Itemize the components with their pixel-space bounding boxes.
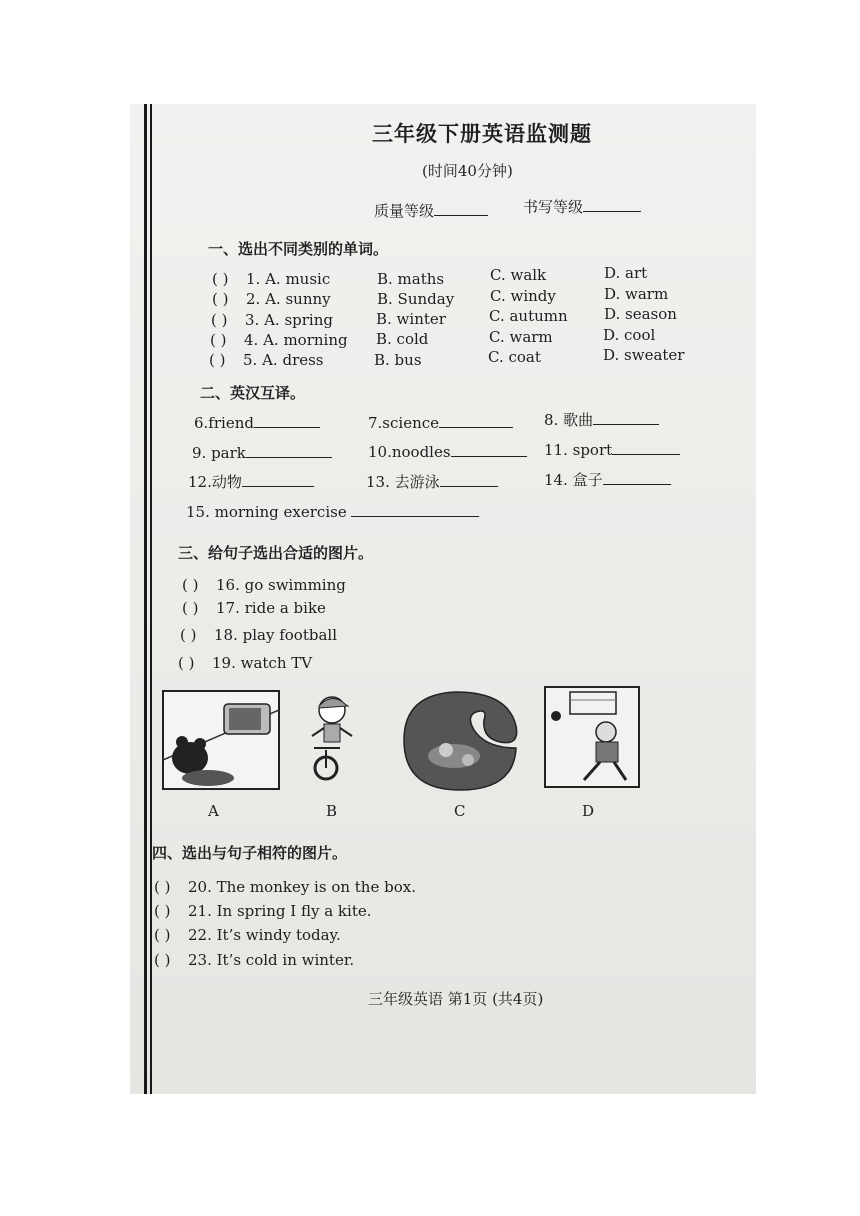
quality-grade-label: 质量等级 — [374, 202, 435, 220]
option-b: B. maths — [377, 270, 445, 288]
answer-paren[interactable]: ( ) — [212, 270, 229, 288]
answer-blank[interactable] — [246, 443, 332, 458]
time-note: (时间40分钟) — [422, 162, 513, 180]
answer-paren[interactable]: ( ) — [211, 311, 228, 329]
translation-item: 15. morning exercise — [186, 502, 479, 521]
option-c: C. windy — [490, 287, 556, 305]
question-row: ( ) 4. A. morning — [210, 331, 348, 349]
picture-d-play-football — [544, 686, 640, 788]
answer-blank[interactable] — [439, 413, 513, 428]
quality-grade-blank[interactable] — [434, 201, 488, 216]
translation-item: 10.noodles — [368, 442, 527, 461]
option-d: D. cool — [603, 326, 656, 344]
translation-item: 11. sport — [544, 440, 680, 459]
writing-grade — [523, 196, 641, 217]
answer-blank[interactable] — [451, 442, 527, 457]
option-d: D. season — [604, 305, 677, 323]
picture-label: C — [454, 802, 466, 820]
question-row: ( ) 5. A. dress — [209, 351, 324, 369]
question-row: ( ) 3. A. spring — [211, 311, 333, 329]
option-d: D. sweater — [603, 346, 685, 364]
option-c: C. autumn — [489, 307, 568, 325]
page-title: 三年级下册英语监测题 — [372, 121, 592, 146]
option-d: D. warm — [604, 285, 669, 303]
answer-paren[interactable]: ( ) — [154, 951, 171, 969]
translation-item: 14. 盒子 — [544, 469, 671, 490]
translation-item: 6.friend — [194, 413, 320, 432]
answer-paren[interactable]: ( ) — [210, 331, 227, 349]
question-row: ( ) 19. watch TV — [178, 654, 313, 672]
option-c: C. coat — [488, 348, 541, 366]
translation-item: 9. park — [192, 443, 332, 462]
translation-item: 13. 去游泳 — [366, 471, 498, 492]
answer-paren[interactable]: ( ) — [154, 902, 171, 920]
answer-paren[interactable]: ( ) — [209, 351, 226, 369]
question-row: ( ) 16. go swimming — [182, 576, 346, 594]
option-b: B. winter — [376, 310, 446, 328]
section-2-heading: 二、英汉互译。 — [200, 384, 306, 402]
option-b: B. cold — [376, 330, 429, 348]
answer-paren[interactable]: ( ) — [154, 878, 171, 896]
answer-blank[interactable] — [603, 470, 671, 485]
option-b: B. Sunday — [377, 290, 455, 308]
answer-blank[interactable] — [593, 410, 659, 425]
question-row: ( ) 20. The monkey is on the box. — [154, 878, 416, 896]
picture-label: B — [326, 802, 338, 820]
question-row: ( ) 2. A. sunny — [212, 290, 331, 308]
binding-line — [150, 104, 152, 1094]
answer-blank[interactable] — [612, 440, 680, 455]
writing-grade-blank[interactable] — [583, 197, 641, 212]
picture-label: D — [582, 802, 595, 820]
answer-paren[interactable]: ( ) — [182, 599, 199, 617]
question-row: ( ) 1. A. music — [212, 270, 331, 288]
picture-a-watch-tv — [162, 690, 280, 790]
picture-b-ride-bike — [292, 690, 372, 786]
binding-line — [144, 104, 147, 1094]
answer-blank[interactable] — [440, 472, 498, 487]
translation-item: 12.动物 — [188, 471, 314, 492]
picture-c-go-swimming — [396, 686, 524, 794]
answer-blank[interactable] — [351, 502, 479, 517]
exam-page — [130, 104, 756, 1094]
section-3-heading: 三、给句子选出合适的图片。 — [178, 544, 374, 562]
question-row: ( ) 18. play football — [180, 626, 337, 644]
question-row: ( ) 23. It’s cold in winter. — [154, 951, 355, 969]
quality-grade — [374, 200, 488, 221]
question-row: ( ) 17. ride a bike — [182, 599, 326, 617]
section-1-heading: 一、选出不同类别的单词。 — [208, 240, 389, 258]
answer-paren[interactable]: ( ) — [180, 626, 197, 644]
writing-grade-label: 书写等级 — [523, 198, 584, 216]
option-d: D. art — [604, 264, 648, 282]
question-row: ( ) 22. It’s windy today. — [154, 926, 341, 944]
answer-paren[interactable]: ( ) — [212, 290, 229, 308]
answer-blank[interactable] — [242, 472, 314, 487]
picture-label: A — [208, 802, 219, 820]
answer-paren[interactable]: ( ) — [154, 926, 171, 944]
answer-paren[interactable]: ( ) — [178, 654, 195, 672]
translation-item: 8. 歌曲 — [544, 409, 659, 430]
option-c: C. warm — [489, 328, 553, 346]
translation-item: 7.science — [368, 413, 513, 432]
answer-paren[interactable]: ( ) — [182, 576, 199, 594]
page-footer: 三年级英语 第1页 (共4页) — [368, 990, 544, 1008]
option-b: B. bus — [374, 351, 422, 369]
option-c: C. walk — [490, 266, 547, 284]
question-row: ( ) 21. In spring I fly a kite. — [154, 902, 372, 920]
answer-blank[interactable] — [254, 413, 320, 428]
section-4-heading: 四、选出与句子相符的图片。 — [152, 844, 348, 862]
